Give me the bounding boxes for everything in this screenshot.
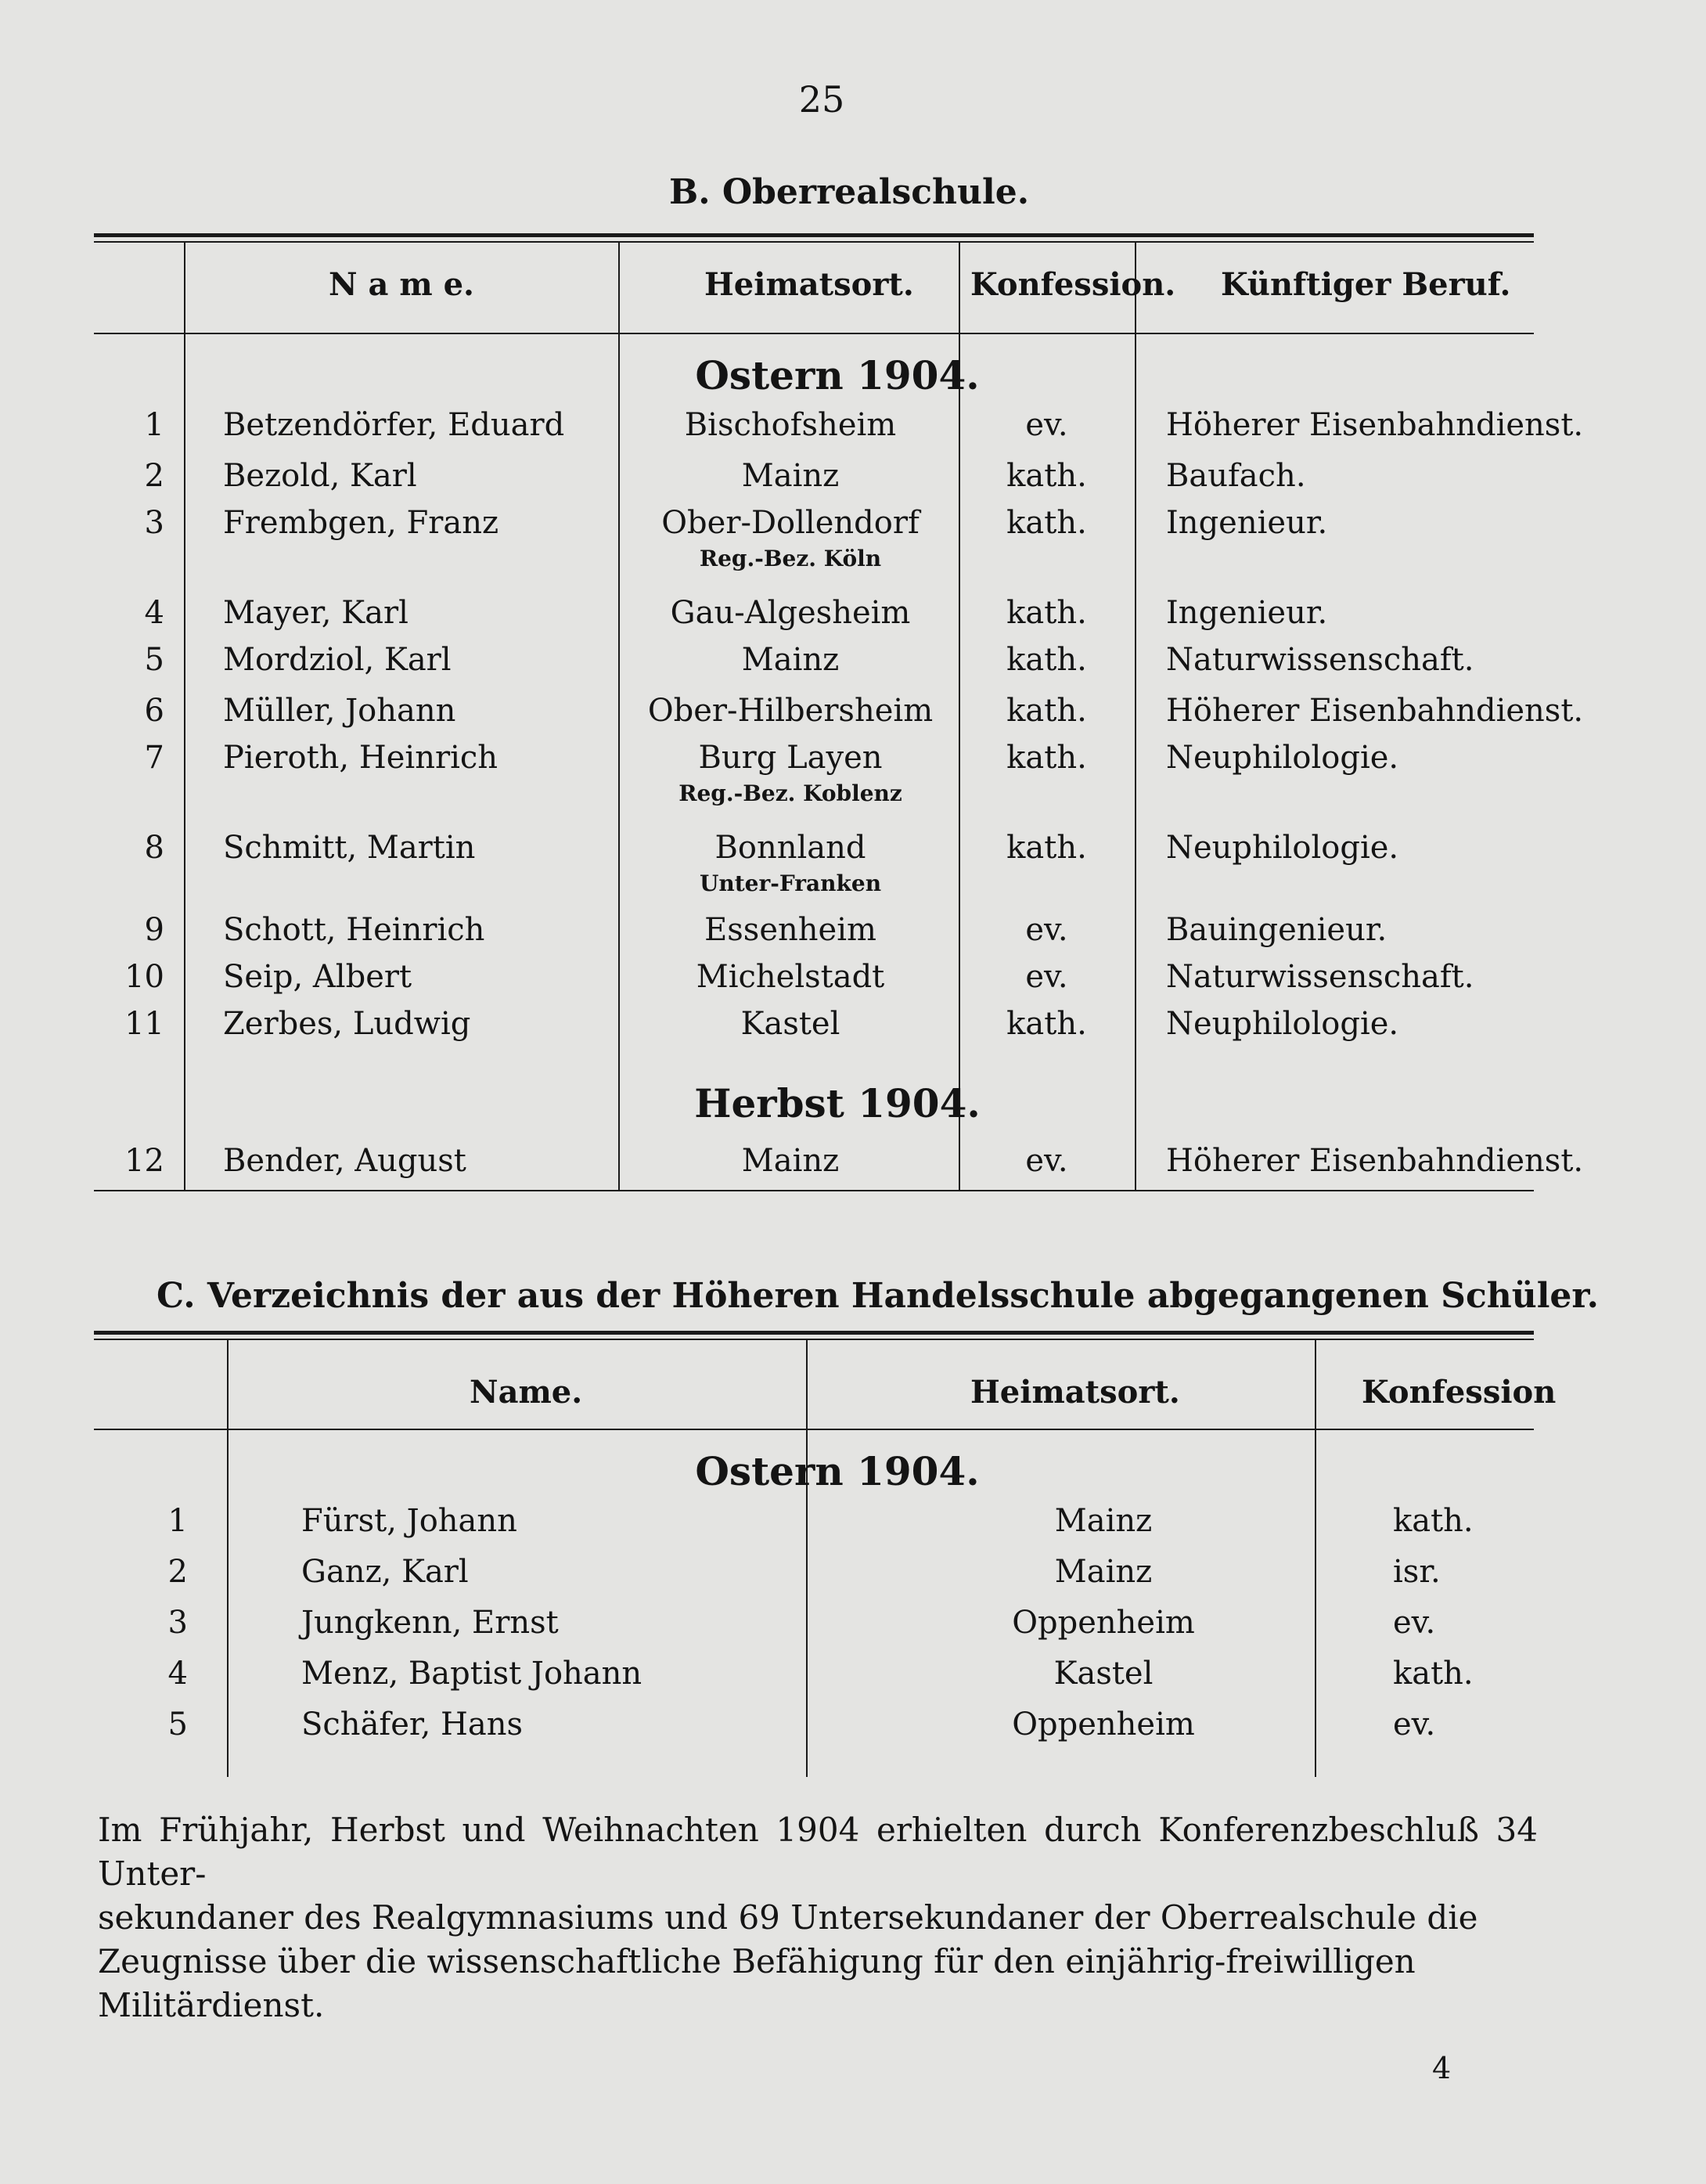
future-career: Höherer Eisenbahndienst.	[1166, 407, 1584, 443]
signature-number: 4	[1432, 2051, 1452, 2085]
row-number: 7	[144, 740, 164, 776]
table-b-bottom-rule	[94, 1190, 1534, 1191]
table-c-col-divider	[806, 1339, 808, 1777]
confession: kath.	[1006, 642, 1087, 678]
future-career: Naturwissenschaft.	[1166, 642, 1474, 678]
row-number: 4	[167, 1656, 188, 1692]
page-number: 25	[798, 78, 845, 121]
student-name: Mordziol, Karl	[223, 642, 452, 678]
header-hometown: Heimatsort.	[704, 266, 914, 303]
row-number: 3	[144, 505, 164, 541]
hometown: Mainz	[1054, 1503, 1153, 1539]
confession: kath.	[1006, 740, 1087, 776]
confession: isr.	[1393, 1554, 1441, 1590]
hometown: Essenheim	[704, 912, 876, 948]
confession: kath.	[1006, 1006, 1087, 1042]
confession: ev.	[1025, 1143, 1068, 1179]
confession: kath.	[1006, 505, 1087, 541]
table-c-header-rule	[94, 1429, 1534, 1430]
student-name: Mayer, Karl	[223, 595, 409, 631]
student-name: Schäfer, Hans	[301, 1706, 524, 1743]
student-name: Schott, Heinrich	[223, 912, 485, 948]
confession: kath.	[1006, 458, 1087, 494]
hometown: Kastel	[1053, 1656, 1154, 1692]
row-number: 1	[167, 1503, 188, 1539]
section-b-title: B. Oberrealschule.	[669, 172, 1030, 212]
hometown: Burg Layen	[698, 740, 883, 776]
student-name: Pieroth, Heinrich	[223, 740, 498, 776]
future-career: Naturwissenschaft.	[1166, 959, 1474, 995]
student-name: Fürst, Johann	[301, 1503, 517, 1539]
future-career: Höherer Eisenbahndienst.	[1166, 693, 1584, 729]
student-name: Zerbes, Ludwig	[223, 1006, 471, 1042]
student-name: Schmitt, Martin	[223, 830, 476, 866]
hometown: Ober-Hilbersheim	[647, 693, 934, 729]
table-b-top-rule-thin	[94, 241, 1534, 243]
student-name: Ganz, Karl	[301, 1554, 469, 1590]
table-c-col-divider	[1315, 1339, 1316, 1777]
hometown: Gau-Algesheim	[670, 595, 911, 631]
row-number: 11	[124, 1006, 164, 1042]
student-name: Seip, Albert	[223, 959, 412, 995]
student-name: Bender, August	[223, 1143, 466, 1179]
table-b-top-rule	[94, 233, 1534, 237]
student-name: Menz, Baptist Johann	[301, 1656, 642, 1692]
confession: ev.	[1393, 1706, 1436, 1743]
hometown: Oppenheim	[1012, 1605, 1195, 1641]
row-number: 12	[124, 1143, 164, 1179]
student-name: Bezold, Karl	[223, 458, 417, 494]
header-confession: Konfession.	[970, 266, 1176, 303]
hometown: Bonnland	[714, 830, 866, 866]
confession: ev.	[1025, 407, 1068, 443]
future-career: Baufach.	[1166, 458, 1306, 494]
header-name: N a m e.	[329, 266, 474, 303]
section-c-title: C. Verzeichnis der aus der Höheren Handelsschule abgegangenen Schüler.	[157, 1276, 1599, 1316]
hometown: Oppenheim	[1012, 1706, 1195, 1743]
hometown-region: Reg.-Bez. Köln	[699, 546, 882, 571]
hometown: Michelstadt	[696, 959, 885, 995]
hometown: Kastel	[740, 1006, 840, 1042]
future-career: Bauingenieur.	[1166, 912, 1387, 948]
row-number: 4	[144, 595, 164, 631]
row-number: 10	[124, 959, 164, 995]
hometown: Bischofsheim	[684, 407, 897, 443]
header-c-name: Name.	[470, 1374, 583, 1411]
row-number: 2	[144, 458, 164, 494]
confession: kath.	[1006, 693, 1087, 729]
row-number: 2	[167, 1554, 188, 1590]
confession: ev.	[1393, 1605, 1436, 1641]
row-number: 8	[144, 830, 164, 866]
future-career: Ingenieur.	[1166, 595, 1328, 631]
row-number: 5	[144, 642, 164, 678]
group-heading-easter: Ostern 1904.	[695, 352, 980, 398]
hometown: Mainz	[741, 458, 840, 494]
table-c-top-rule	[94, 1331, 1534, 1335]
closing-line: sekundaner des Realgymnasiums und 69 Untersekundaner der Oberrealschule die	[98, 1898, 1478, 1937]
confession: kath.	[1393, 1656, 1474, 1692]
group-heading-autumn: Herbst 1904.	[694, 1080, 981, 1126]
hometown-region: Unter-Franken	[699, 870, 882, 896]
row-number: 6	[144, 693, 164, 729]
closing-text	[98, 1808, 1538, 2027]
student-name: Frembgen, Franz	[223, 505, 499, 541]
row-number: 9	[144, 912, 164, 948]
header-career: Künftiger Beruf.	[1221, 266, 1511, 303]
student-name: Jungkenn, Ernst	[301, 1605, 559, 1641]
row-number: 1	[144, 407, 164, 443]
row-number: 5	[167, 1706, 188, 1743]
confession: ev.	[1025, 959, 1068, 995]
future-career: Höherer Eisenbahndienst.	[1166, 1143, 1584, 1179]
table-c-top-rule-thin	[94, 1339, 1534, 1340]
future-career: Neuphilologie.	[1166, 1006, 1399, 1042]
hometown-region: Reg.-Bez. Koblenz	[678, 780, 902, 806]
table-c-col-divider	[227, 1339, 229, 1777]
header-c-confession: Konfession	[1362, 1374, 1557, 1411]
future-career: Ingenieur.	[1166, 505, 1328, 541]
group-heading-c-easter: Ostern 1904.	[695, 1448, 980, 1494]
hometown: Ober-Dollendorf	[661, 505, 920, 541]
confession: ev.	[1025, 912, 1068, 948]
student-name: Müller, Johann	[223, 693, 456, 729]
confession: kath.	[1006, 595, 1087, 631]
confession: kath.	[1006, 830, 1087, 866]
row-number: 3	[167, 1605, 188, 1641]
closing-line: Zeugnisse über die wissenschaftliche Befähigung für den einjährig-freiwilligen	[98, 1942, 1416, 1980]
table-b-col-divider	[184, 243, 185, 1190]
student-name: Betzendörfer, Eduard	[223, 407, 565, 443]
confession: kath.	[1393, 1503, 1474, 1539]
table-b-col-divider	[1135, 243, 1136, 1190]
future-career: Neuphilologie.	[1166, 740, 1399, 776]
closing-line: Im Frühjahr, Herbst und Weihnachten 1904 erhielten durch Konferenzbeschluß 34 Unter-	[98, 1811, 1538, 1893]
hometown: Mainz	[741, 1143, 840, 1179]
future-career: Neuphilologie.	[1166, 830, 1399, 866]
hometown: Mainz	[741, 642, 840, 678]
closing-line: Militärdienst.	[98, 1986, 325, 2024]
header-c-hometown: Heimatsort.	[970, 1374, 1180, 1411]
hometown: Mainz	[1054, 1554, 1153, 1590]
table-b-header-rule	[94, 333, 1534, 334]
